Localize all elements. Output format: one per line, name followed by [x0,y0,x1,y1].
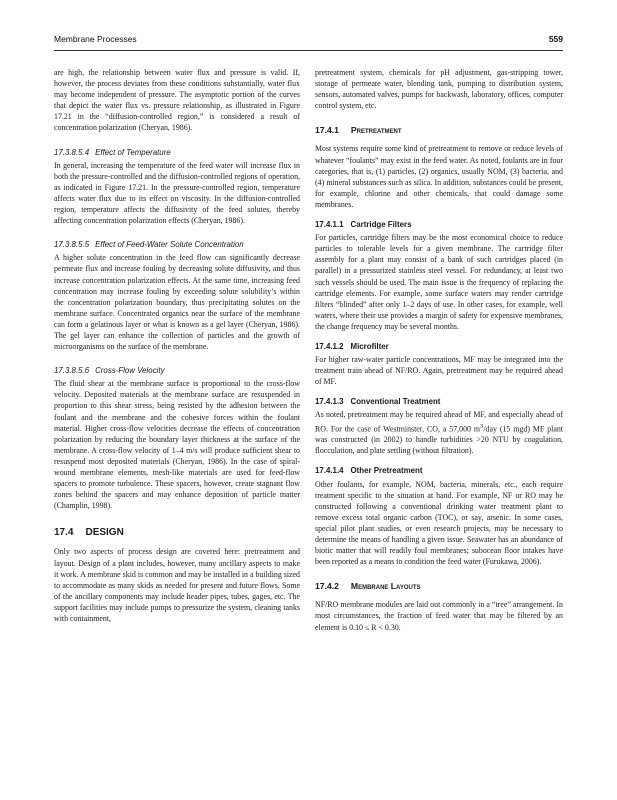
paragraph-pretreatment: Most systems require some kind of pretreatment to remove or reduce levels of whatever “foulants” may exist in the feed water. As noted, foulants are in four categories, that is, (1) particles, (2) organics, usually NOM, (3) bacteria, and (4) mineral substances such as silica. In addition, substances could be present, for example, chlorine and other chemicals, that could damage some membranes. [315,144,563,209]
section-number: 17.3.8.5.6 [54,366,90,376]
section-heading-cartridge [315,219,563,230]
section-number: 17.4.1.1 [315,220,344,230]
section-number: 17.3.8.5.4 [54,147,90,157]
section-heading-crossflow [54,365,300,376]
paragraph-cartridge: For particles, cartridge filters may be the most economical choice to reduce particles to tolerable levels for a given membrane. The cartridge filter assembly for a plant may consist of a bank of such cartridges placed (in parallel) in a pressurized stainless steel vessel. For redundancy, at least two such vessels should be used. The main issue is the frequency of replacing the cartridge elements. For example, some surface waters may render cartridge filters “blinded” after only 1–2 days of use. In other cases, for example, well waters, where their use provides a margin of safety for expensive membranes, the change frequency may be several months. [315,233,563,331]
section-title: Membrane Layouts [350,581,421,592]
conventional-text-a: As noted, pretreatment may be required ahead of MF, and especially ahead of RO. For the case of Westminster, CO, a 57,000 m [315,410,563,434]
section-title: Effect of Feed-Water Solute Concentration [95,240,244,250]
section-number: 17.4.1.4 [315,466,344,476]
paragraph-design: Only two aspects of process design are covered here: pretreatment and layout. Design of a plant includes, however, many ancillary aspects to make it work. A membrane skid is common and may be installed in a building sized to accommodate as many skids as needed for present and future flows. Some of the ancillary components may include header pipes, tubes, gages, etc. The support facilities may include pumps to pressurize the system, cleaning tanks with containment, [54,547,300,624]
section-title: Cartridge Filters [350,220,412,230]
section-title: Other Pretreatment [350,466,423,476]
section-title: Microfilter [350,341,389,351]
section-number: 17.3.8.5.5 [54,240,90,250]
section-title: DESIGN [85,527,124,539]
paragraph-microfilter: For higher raw-water particle concentrations, MF may be integrated into the treatment train ahead of NF/RO. Again, pretreatment may be required ahead of MF. [315,355,563,387]
paragraph-other: Other foulants, for example, NOM, bacteria, minerals, etc., each require treatment specific to the situation at hand. For example, NF or RO may be constructed following a conventional drinking water treatment plant to remove excess total organic carbon (TOC), or say, arsenic. In some cases, special pilot plant studies, or even research projects, may be necessary to determine the means of handling a given issue. Seawater has an abundance of biotic matter that will readily foul membranes; subocean floor intakes have been reported as a means to condition the feed water (Furukawa, 2006). [315,479,563,567]
section-title: Conventional Treatment [350,397,441,407]
section-heading-design [54,527,300,538]
section-heading-conventional [315,396,563,407]
running-title: Membrane Processes [54,34,137,44]
page-number: 559 [548,34,563,44]
section-title: Cross-Flow Velocity [95,366,165,376]
section-number: 17.4.1 [315,125,339,136]
section-heading-solute [54,239,300,250]
paragraph-layouts: NF/RO membrane modules are laid out commonly in a “tree” arrangement. In most circumstances, the fraction of feed water that may be filtered by an element is 0.10 ≤ R < 0.30. [315,600,563,632]
running-header [54,34,563,51]
section-number: 17.4.1.2 [315,341,344,351]
section-heading-layouts [315,581,563,592]
section-number: 17.4.1.3 [315,397,344,407]
section-heading-microfilter [315,341,563,352]
left-column [54,67,300,624]
section-heading-temperature [54,147,300,158]
section-number: 17.4 [54,527,74,539]
paragraph-crossflow: The fluid shear at the membrane surface is proportional to the cross-flow velocity. Deposited materials at the membrane surface are resuspended in proportion to this shear stress, being resisted by the adhesion between the foulant and the membrane and the cohesive forces within the foulant material. Higher cross-flow velocities decrease the effects of concentration polarization by reducing the boundary layer thickness at the surface of the membrane. A cross-flow velocity of 1–4 m/s will produce sufficient shear to resuspend most deposited materials (Cheryan, 1986). In the case of spiral-wound membrane elements, mesh-like materials are used for feed-flow spacers to promote turbulence. These spacers, however, create stagnant flow zones behind the spacers and may enhance deposition of particle matter (Champlin, 1998). [54,379,300,511]
right-column [315,67,563,633]
section-title: Effect of Temperature [95,147,171,157]
paragraph-solute: A higher solute concentration in the feed flow can significantly decrease permeate flux and increase fouling by decreasing solute diffusivity, and thus increase concentration polarization effects. At the same time, increasing feed concentration may increase fouling by exceeding solute solubility’s within the concentration polarization boundary, thus precipitating solutes on the membrane surface. Concentrated organics near the surface of the membrane can form a gelatinous layer or what is known as a gel layer (Cheryan, 1986). The gel layer can enhance the collection of particles and the growth of microorganisms on the surface of the membrane. [54,253,300,352]
section-title: Pretreatment [350,125,402,136]
conventional-text-b: /day (15 mgd) MF plant was constructed (in 2002) to handle turbidities >20 NTU by coagulation, flocculation, and plate settling (without filtration). [315,424,563,456]
paragraph-conventional [315,409,563,456]
section-heading-other [315,465,563,476]
paragraph-temperature: In general, increasing the temperature of the feed water will increase flux in both the pressure-controlled and the diffusion-controlled regions of operation, as indicated in Figure 17.21. In the pressure-controlled region, temperature affects water flux due to its effect on viscosity. In the diffusion-controlled region, temperature affects the diffusivity of the feed solutes, thereby affecting concentration polarization effects (Cheryan, 1986). [54,160,300,226]
intro-paragraph-left: are high, the relationship between water flux and pressure is valid. If, however, the process deviates from these conditions substantially, water flux may become independent of pressure. The asymptotic portion of the curves that depict the water flux vs. pressure relationship, as illustrated in Figure 17.21 in the “diffusion-controlled region,” is considered a result of concentration polarization (Cheryan, 1986). [54,68,300,133]
superscript: 3 [480,422,484,430]
section-number: 17.4.2 [315,581,339,592]
intro-paragraph-right: pretreatment system, chemicals for pH adjustment, gas-stripping tower, storage of permeate water, blending tank, pumping to distribution system, sensors, automated valves, pumps for backwash, laboratory, offices, computer control system, etc. [315,68,563,111]
section-heading-pretreatment [315,125,563,136]
